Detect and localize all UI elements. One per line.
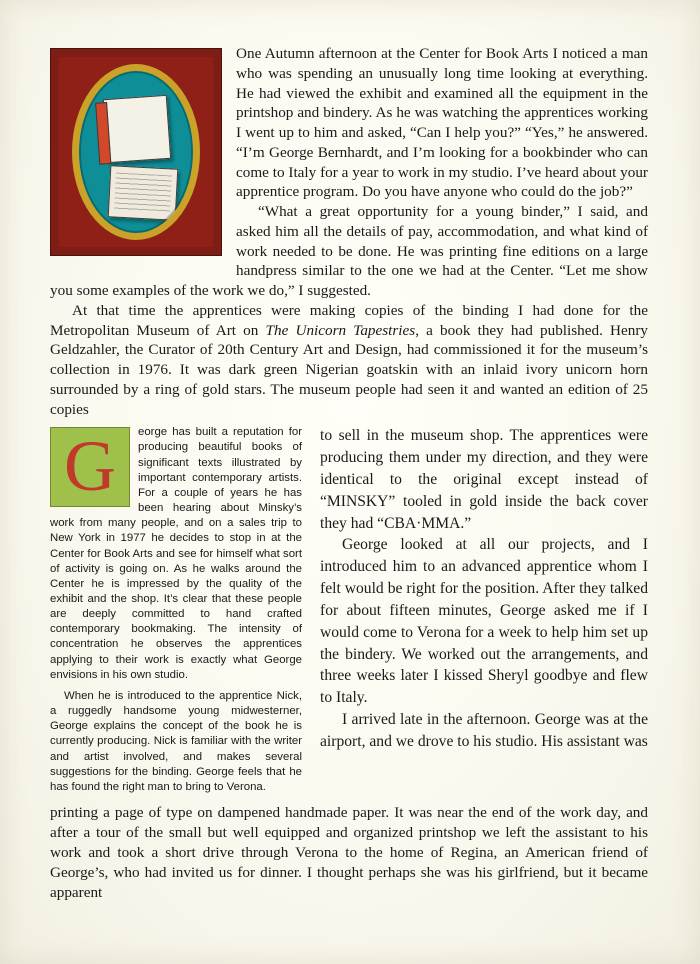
book-icon-upper [103, 95, 171, 163]
right-paragraph-1: to sell in the museum shop. The apprentices were producing them under my direction, and they were identical to the original except instead of “MINSKY” tooled in gold inside the back cover they had “CBA·MMA.” [320, 427, 648, 532]
top-section [50, 44, 648, 419]
illustration-oval [72, 64, 200, 240]
second-paragraph: “What a great opportunity for a young binder,” I said, and asked him all the details of pay, accommodation, and what kind of work needed to be done. He was printing fine editions on a large handpress similar to the one we had at the Center. “Let me show you some examples of the work we do,” I suggested. [50, 203, 648, 299]
book-text-lines [114, 173, 172, 214]
third-paragraph [50, 301, 648, 420]
sidebar-paragraph-1-text: eorge has built a reputation for producing beautiful books of significant texts illustrated by important contemporary artists. For a couple of years he has been hearing about Minsky’s work from many people, and on a sales trip to New York in 1977 he decides to stop in at the Center for Book Arts and see for himself what sort of activity is going on. As he walks around the Center he is impressed by the quality of the exhibit and the shop. It’s clear that these people are deeply committed to hand crafted contemporary bookmaking. The intensity of concentration he observes the apprentices applying to their work is exactly what George envisions in his own studio. [50, 426, 302, 681]
book-icon-lower [108, 165, 179, 220]
sidebar-initial-g: G [64, 425, 116, 506]
sidebar-column [50, 425, 302, 795]
bottom-section [50, 803, 648, 903]
right-column [320, 425, 648, 795]
book-title-italic: The Unicorn Tapestries [265, 321, 416, 339]
right-paragraph-2: George looked at all our projects, and I introduced him to an advanced apprentice whom I felt would be right for the position. After they talked for about fifteen minutes, George asked me if I would come to Verona for a week to help him set up the bindery. We worked out the arrangements, and three weeks later I kissed Sheryl goodbye and flew to Italy. [320, 536, 648, 707]
sidebar-text [50, 425, 302, 795]
sidebar-initial-box [50, 427, 130, 507]
third-paragraph-part2: , a book they had published. Henry Geldzahler, the Curator of 20th Century Art and Design, had commissioned it for the museum’s collection in 1976. It was dark green Nigerian goatskin with an inlaid ivory unicorn horn surrounded by a ring of gold stars. The museum people had seen it and wanted an edition of 25 copies [50, 321, 648, 418]
drop-cap-o: O [236, 45, 247, 62]
opening-paragraph-text: ne Autumn afternoon at the Center for Book Arts I noticed a man who was spending an unusually long time looking at everything. He had viewed the exhibit and examined all the equipment in the printshop and bindery. As he was watching the apprentices working I went up to him and asked, “Can I help you?” “Yes,” he answered. “I’m George Bernhardt, and I’m looking for a bookbinder who can come to Italy for a year to work in my studio. I’ve heard about your apprentice program. Do you have anyone who could do the job?” [236, 45, 648, 201]
bottom-paragraph: printing a page of type on dampened handmade paper. It was near the end of the work day, and after a tour of the small but well equipped and organized printshop we left the assistant to his work and took a short drive through Verona to the home of Regina, an American friend of George’s, who had invited us for dinner. I thought perhaps she was his girlfriend, but it became apparent [50, 804, 648, 902]
sidebar-paragraph-2: When he is introduced to the apprentice Nick, a ruggedly handsome young midwesterner, George explains the concept of the book he is currently producing. Nick is familiar with the writer and artist involved, and makes several suggestions for the binding. George feels that he has found the right man to bring to Verona. [50, 689, 302, 793]
right-paragraph-3: I arrived late in the afternoon. George was at the airport, and we drove to his studio. His assistant was [320, 711, 648, 750]
two-column-section [50, 425, 648, 795]
sidebar-paragraph-1 [50, 425, 302, 683]
third-paragraph-part1: At that time the apprentices were making copies of the binding I had done for the Metropolitan Museum of Art on [50, 301, 648, 339]
book-illustration [50, 48, 222, 256]
